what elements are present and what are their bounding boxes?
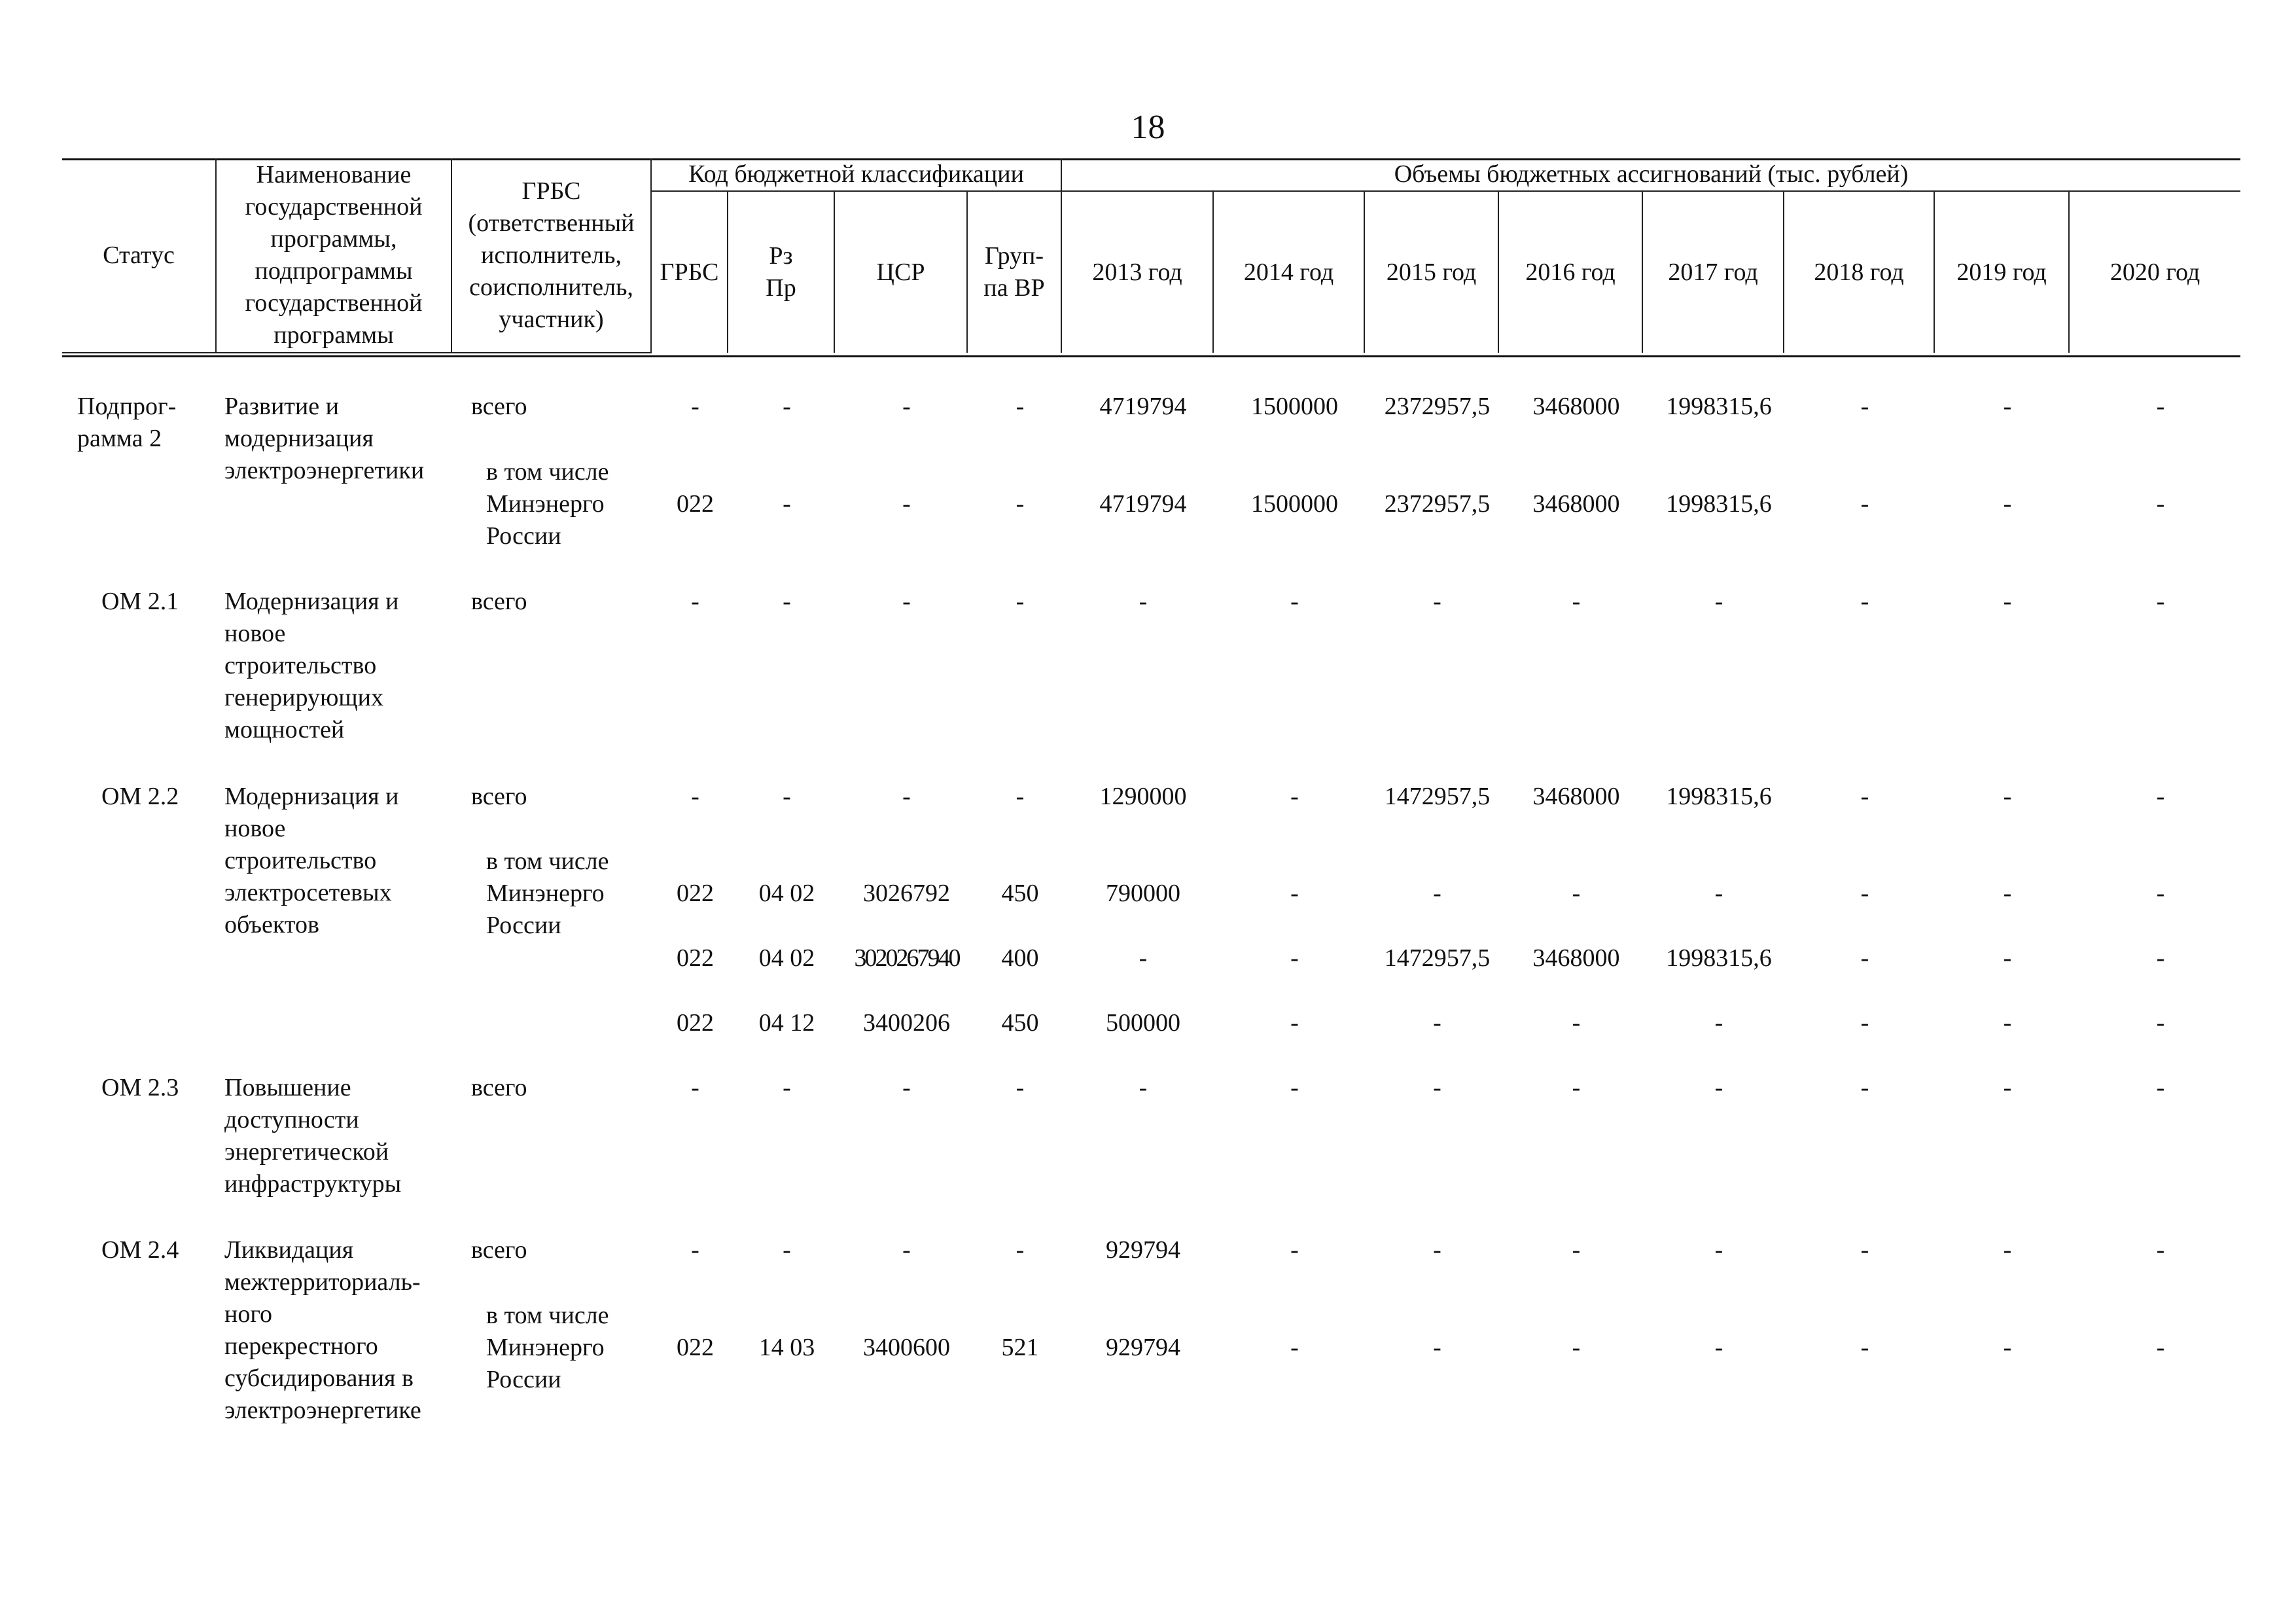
header-year-2018: 2018 год xyxy=(1784,191,1934,353)
table-cell: - xyxy=(2003,944,2012,972)
table-cell: 022 xyxy=(677,1334,714,1361)
table-cell: - xyxy=(691,783,699,810)
header-code-grbs: ГРБС xyxy=(651,191,728,353)
table-cell: 450 xyxy=(1001,880,1039,907)
table-cell: - xyxy=(1572,1334,1581,1361)
header-budget-code-group: Код бюджетной классификации xyxy=(651,158,1061,191)
table-cell: 2372957,5 xyxy=(1384,393,1491,420)
table-cell: 1998315,6 xyxy=(1666,944,1772,972)
row-status: ОМ 2.1 xyxy=(101,588,179,615)
table-cell: - xyxy=(1572,880,1581,907)
table-cell: 2372957,5 xyxy=(1384,490,1491,518)
table-cell: 1998315,6 xyxy=(1666,490,1772,518)
table-cell: 3468000 xyxy=(1532,393,1620,420)
table-cell: - xyxy=(1290,783,1299,810)
row-program-name: Ликвидация межтерриториаль- ного перекрестного субсидирования в электроэнергетике xyxy=(224,1236,421,1424)
row-program-name: Развитие и модернизация электроэнергетики xyxy=(224,393,425,484)
row-status: ОМ 2.2 xyxy=(101,783,179,810)
table-cell: - xyxy=(1714,1236,1723,1264)
table-cell: - xyxy=(1572,588,1581,615)
table-cell: - xyxy=(691,393,699,420)
row-incl-label: в том числе Минэнерго России xyxy=(486,847,609,939)
table-cell: - xyxy=(1572,1009,1581,1037)
table-cell: - xyxy=(691,1074,699,1101)
table-cell: - xyxy=(691,1236,699,1264)
header-year-2014: 2014 год xyxy=(1213,191,1364,353)
table-cell: 022 xyxy=(677,944,714,972)
table-cell: - xyxy=(2156,393,2165,420)
table-cell: - xyxy=(691,588,699,615)
table-cell: 022 xyxy=(677,1009,714,1037)
table-cell: - xyxy=(902,588,911,615)
table-cell: 1472957,5 xyxy=(1384,944,1491,972)
table-cell: 1290000 xyxy=(1099,783,1187,810)
row-status: ОМ 2.3 xyxy=(101,1074,179,1101)
table-cell: - xyxy=(1290,588,1299,615)
table-cell: 1500000 xyxy=(1251,393,1338,420)
table-cell: 04 02 xyxy=(758,944,815,972)
table-cell: - xyxy=(902,783,911,810)
row-total-label: всего xyxy=(471,783,527,810)
table-cell: 04 12 xyxy=(758,1009,815,1037)
table-header-bottom-rule xyxy=(62,355,2240,357)
table-cell: 790000 xyxy=(1106,880,1180,907)
table-cell: - xyxy=(2003,588,2012,615)
row-total-label: всего xyxy=(471,1074,527,1101)
row-status: ОМ 2.4 xyxy=(101,1236,179,1264)
page-number: 18 xyxy=(1131,109,1165,146)
table-cell: - xyxy=(2003,783,2012,810)
table-cell: 3400600 xyxy=(863,1334,950,1361)
table-cell: - xyxy=(783,490,791,518)
table-cell: - xyxy=(1714,1009,1723,1037)
table-cell: - xyxy=(1016,490,1025,518)
table-cell: - xyxy=(2156,1074,2165,1101)
table-cell: 521 xyxy=(1001,1334,1039,1361)
table-cell: - xyxy=(1290,1009,1299,1037)
table-cell: - xyxy=(1433,1236,1441,1264)
table-cell: 1500000 xyxy=(1251,490,1338,518)
table-cell: - xyxy=(783,783,791,810)
table-cell: - xyxy=(1433,1074,1441,1101)
table-cell: - xyxy=(2156,1334,2165,1361)
table-cell: - xyxy=(783,1074,791,1101)
header-year-2015: 2015 год xyxy=(1364,191,1498,353)
row-incl-label: в том числе Минэнерго России xyxy=(486,1302,609,1393)
header-year-2016: 2016 год xyxy=(1498,191,1642,353)
header-status: Статус xyxy=(62,158,216,353)
table-cell: - xyxy=(1433,1009,1441,1037)
table-cell: - xyxy=(2003,880,2012,907)
table-cell: 3026792 xyxy=(863,880,950,907)
table-cell: - xyxy=(1714,1334,1723,1361)
row-incl-label: в том числе Минэнерго России xyxy=(486,458,609,550)
header-code-vr-group: Груп- па ВР xyxy=(967,191,1061,353)
table-cell: - xyxy=(1860,588,1869,615)
header-year-2020: 2020 год xyxy=(2069,191,2240,353)
table-cell: 450 xyxy=(1001,1009,1039,1037)
table-cell: 3400206 xyxy=(863,1009,950,1037)
table-cell: - xyxy=(1714,588,1723,615)
table-cell: - xyxy=(2156,1236,2165,1264)
table-cell: - xyxy=(1860,393,1869,420)
table-cell: - xyxy=(1290,880,1299,907)
table-cell: - xyxy=(1860,1074,1869,1101)
table-cell: - xyxy=(783,1236,791,1264)
table-cell: - xyxy=(2003,1236,2012,1264)
table-cell: - xyxy=(1714,880,1723,907)
table-cell: 3020267940 xyxy=(854,944,959,972)
table-cell: 929794 xyxy=(1106,1236,1180,1264)
table-cell: - xyxy=(1290,1236,1299,1264)
header-program-name: Наименование государственной программы, подпрограммы государственной программы xyxy=(216,158,451,353)
table-cell: - xyxy=(1016,783,1025,810)
table-cell: - xyxy=(2003,393,2012,420)
table-cell: - xyxy=(1860,880,1869,907)
header-code-rzpr: Рз Пр xyxy=(728,191,834,353)
table-cell: 022 xyxy=(677,490,714,518)
table-cell: - xyxy=(783,393,791,420)
table-cell: - xyxy=(902,490,911,518)
header-budget-volumes-group: Объемы бюджетных ассигнований (тыс. рублей) xyxy=(1061,158,2240,191)
table-cell: 1472957,5 xyxy=(1384,783,1491,810)
table-cell: - xyxy=(1860,490,1869,518)
table-cell: - xyxy=(1139,588,1148,615)
row-program-name: Модернизация и новое строительство генерирующих мощностей xyxy=(224,588,399,743)
table-cell: - xyxy=(2156,783,2165,810)
table-header xyxy=(62,158,2240,353)
table-cell: 022 xyxy=(677,880,714,907)
table-cell: - xyxy=(902,1074,911,1101)
table-cell: - xyxy=(783,588,791,615)
row-status: Подпрог- рамма 2 xyxy=(77,393,177,452)
table-cell: - xyxy=(1290,944,1299,972)
table-cell: 1998315,6 xyxy=(1666,783,1772,810)
table-cell: - xyxy=(1860,1236,1869,1264)
table-cell: - xyxy=(1016,1074,1025,1101)
header-year-2013: 2013 год xyxy=(1061,191,1213,353)
table-cell: - xyxy=(1290,1074,1299,1101)
table-cell: 3468000 xyxy=(1532,783,1620,810)
row-total-label: всего xyxy=(471,1236,527,1264)
row-total-label: всего xyxy=(471,393,527,420)
table-cell: - xyxy=(1714,1074,1723,1101)
table-cell: - xyxy=(1139,944,1148,972)
table-cell: 14 03 xyxy=(758,1334,815,1361)
table-cell: - xyxy=(1016,393,1025,420)
table-cell: 3468000 xyxy=(1532,490,1620,518)
header-grbs-responsible: ГРБС (ответственный исполнитель, соисполнитель, участник) xyxy=(451,158,651,353)
table-cell: - xyxy=(2003,1334,2012,1361)
row-program-name: Модернизация и новое строительство электросетевых объектов xyxy=(224,783,399,938)
table-cell: - xyxy=(1860,1334,1869,1361)
table-cell: - xyxy=(2156,1009,2165,1037)
header-year-2017: 2017 год xyxy=(1642,191,1784,353)
table-cell: 929794 xyxy=(1106,1334,1180,1361)
table-cell: 3468000 xyxy=(1532,944,1620,972)
table-cell: - xyxy=(1290,1334,1299,1361)
table-cell: - xyxy=(1433,1334,1441,1361)
table-cell: - xyxy=(1139,1074,1148,1101)
table-cell: - xyxy=(1860,1009,1869,1037)
table-cell: - xyxy=(2003,1074,2012,1101)
table-cell: - xyxy=(1860,944,1869,972)
table-cell: 1998315,6 xyxy=(1666,393,1772,420)
table-cell: - xyxy=(1016,1236,1025,1264)
table-cell: - xyxy=(2156,944,2165,972)
table-cell: - xyxy=(902,393,911,420)
table-cell: 04 02 xyxy=(758,880,815,907)
row-total-label: всего xyxy=(471,588,527,615)
table-cell: - xyxy=(1433,588,1441,615)
table-cell: - xyxy=(2156,588,2165,615)
table-cell: 4719794 xyxy=(1099,490,1187,518)
table-cell: - xyxy=(902,1236,911,1264)
table-cell: - xyxy=(1572,1074,1581,1101)
header-year-2019: 2019 год xyxy=(1934,191,2069,353)
table-cell: - xyxy=(2003,490,2012,518)
table-cell: - xyxy=(1572,1236,1581,1264)
table-cell: - xyxy=(1433,880,1441,907)
table-cell: - xyxy=(2156,880,2165,907)
table-cell: 500000 xyxy=(1106,1009,1180,1037)
header-code-csr: ЦСР xyxy=(834,191,967,353)
table-cell: - xyxy=(1016,588,1025,615)
table-cell: - xyxy=(2003,1009,2012,1037)
table-cell: 400 xyxy=(1001,944,1039,972)
row-program-name: Повышение доступности энергетической инфраструктуры xyxy=(224,1074,402,1198)
table-cell: - xyxy=(2156,490,2165,518)
table-cell: 4719794 xyxy=(1099,393,1187,420)
table-cell: - xyxy=(1860,783,1869,810)
